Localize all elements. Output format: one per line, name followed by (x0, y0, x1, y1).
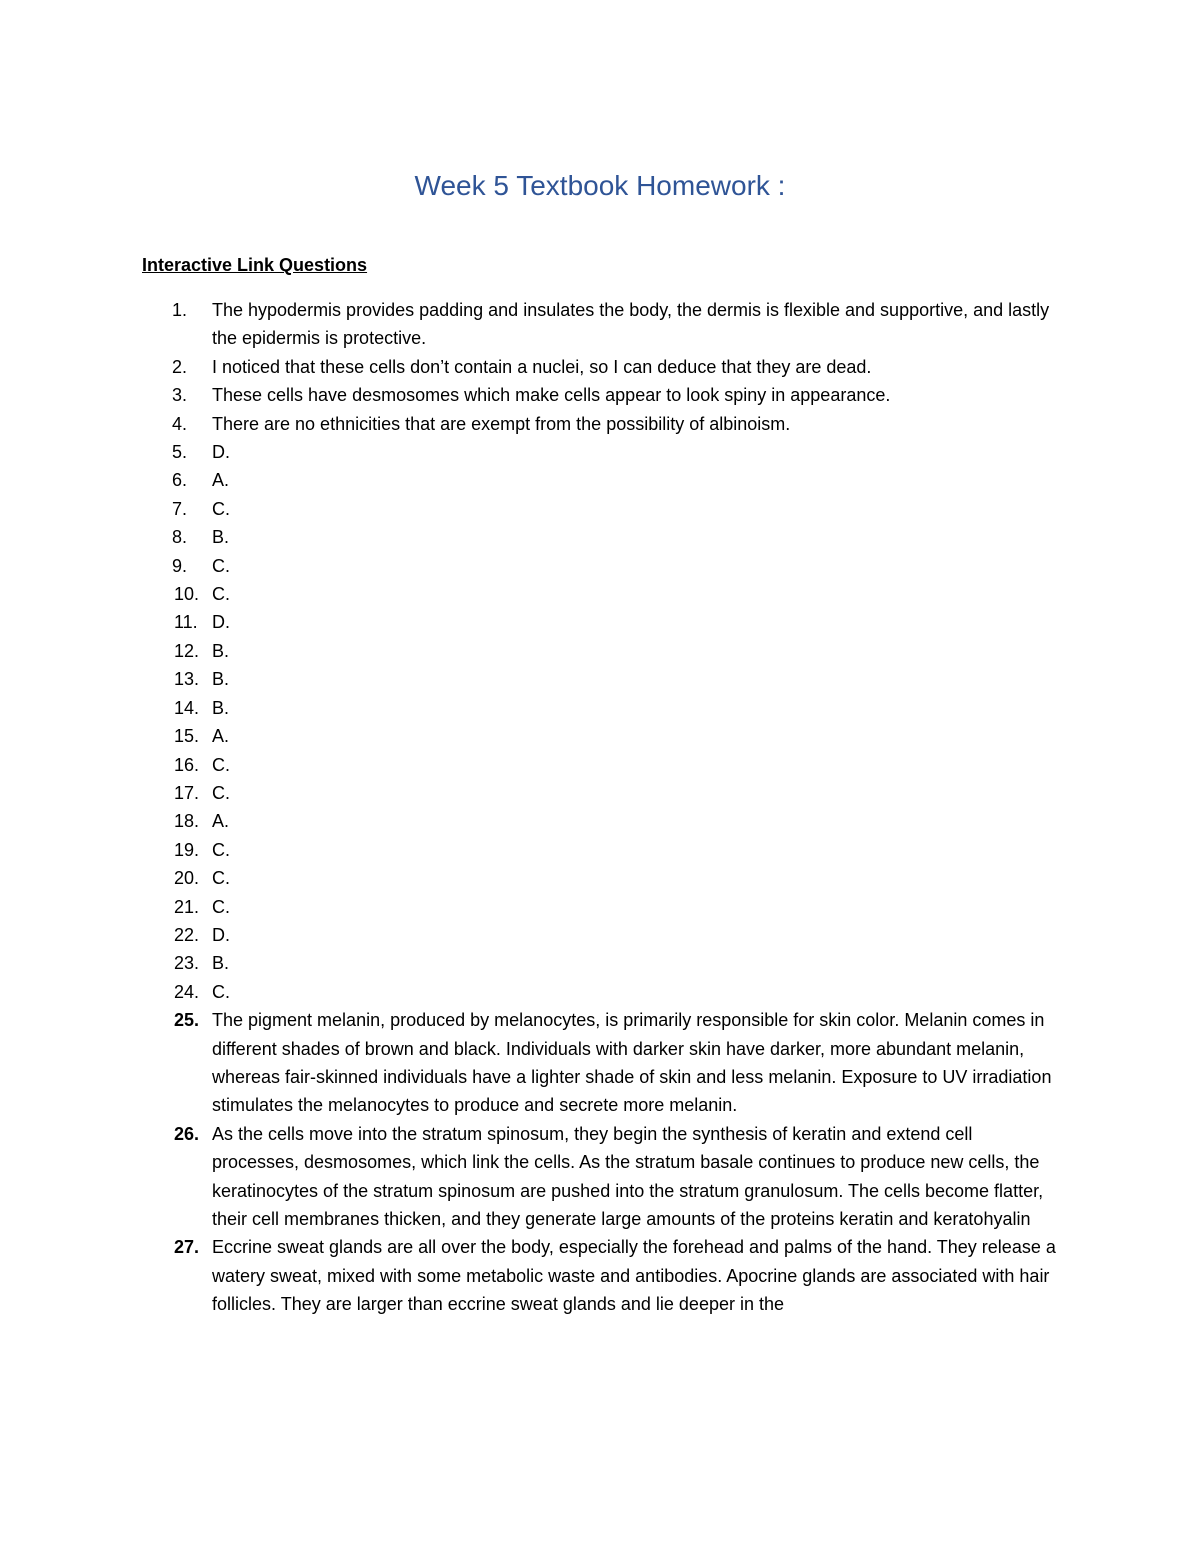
list-item-number: 1. (172, 300, 188, 320)
list-item-text: B. (212, 527, 230, 548)
list-item-text: These cells have desmosomes which make cells appear to look spiny in appearance. (212, 385, 891, 406)
list-item-number: 5. (172, 442, 188, 463)
list-item-text: A. (212, 811, 230, 832)
list-item-number: 20. (174, 868, 200, 889)
list-item-number: 6. (172, 470, 188, 491)
list-item (0, 722, 1062, 750)
list-item-text: The pigment melanin, produced by melanocytes, is primarily responsible for skin color. Melanin comes in different shades of brown and black. Individuals with darker skin have darker, more abundant melanin, whereas fair-skinned individuals have a lighter shade of skin and less melanin. Exposure to UV irradiation stimulates the melanocytes to produce and secrete more melanin. (212, 1010, 1052, 1116)
list-item-number: 2. (172, 356, 188, 377)
list-item-number: 3. (172, 385, 188, 406)
list-item (0, 978, 1062, 1006)
list-item (0, 296, 1062, 353)
list-item-text: A. (212, 726, 230, 747)
list-item-number: 25. (174, 1010, 200, 1031)
list-item (0, 580, 1062, 608)
list-item (0, 864, 1062, 892)
list-item-number: 17. (174, 782, 200, 803)
list-item-text: C. (212, 839, 230, 860)
answer-list (0, 296, 1200, 1319)
list-item-number: 21. (174, 896, 200, 917)
list-item (0, 608, 1062, 636)
list-item (0, 836, 1062, 864)
list-item-number: 23. (174, 953, 200, 974)
list-item-text: C. (212, 584, 230, 605)
document-title: Week 5 Textbook Homework : (414, 170, 786, 201)
list-item-number: 8. (172, 527, 188, 548)
list-item (0, 495, 1062, 523)
list-item (0, 751, 1062, 779)
list-item-number: 4. (172, 413, 188, 434)
list-item-text: B. (212, 640, 230, 661)
list-item (0, 949, 1062, 977)
list-item-number: 19. (174, 839, 200, 860)
list-item (0, 637, 1062, 665)
list-item-number: 16. (174, 754, 200, 775)
list-item-text: C. (212, 782, 230, 803)
list-item-number: 22. (174, 924, 200, 945)
list-item-number: 11. (174, 612, 198, 633)
list-item-text: Eccrine sweat glands are all over the body, especially the forehead and palms of the hand. They release a watery sweat, mixed with some metabolic waste and antibodies. Apocrine glands are associated with hair follicles. They are larger than eccrine sweat glands and lie deeper in the (212, 1237, 1056, 1315)
list-item-number: 9. (172, 555, 188, 576)
list-item (0, 694, 1062, 722)
list-item-text: C. (212, 896, 230, 917)
list-item-text: As the cells move into the stratum spinosum, they begin the synthesis of keratin and extend cell processes, desmosomes, which link the cells. As the stratum basale continues to produce new cells, the keratinocytes of the stratum spinosum are pushed into the stratum granulosum. The cells become flatter, their cell membranes thicken, and they generate large amounts of the proteins keratin and keratohyalin (212, 1123, 1044, 1229)
list-item (0, 410, 1062, 438)
list-item-text: D. (212, 924, 230, 945)
list-item-text: B. (212, 669, 230, 690)
list-item-text: D. (212, 612, 230, 633)
list-item-text: B. (212, 697, 230, 718)
list-item-text: A. (212, 470, 230, 491)
list-item-number: 7. (172, 498, 188, 519)
list-item-number: 26. (174, 1123, 200, 1144)
list-item (0, 438, 1062, 466)
list-item (0, 353, 1062, 381)
list-item-number: 12. (174, 640, 200, 661)
list-item-text: B. (212, 953, 230, 974)
list-item-text: There are no ethnicities that are exempt from the possibility of albinoism. (212, 413, 791, 434)
list-item-text: C. (212, 754, 230, 775)
list-item-text: I noticed that these cells don’t contain a nuclei, so I can deduce that they are dead. (212, 356, 872, 377)
list-item (0, 665, 1062, 693)
list-item-text: D. (212, 442, 230, 463)
list-item (0, 779, 1062, 807)
list-item (0, 466, 1062, 494)
section-heading: Interactive Link Questions (142, 255, 368, 275)
list-item-number: 27. (174, 1237, 200, 1258)
list-item (0, 1120, 1062, 1234)
list-item (0, 1233, 1062, 1318)
list-item (0, 552, 1062, 580)
list-item (0, 921, 1062, 949)
list-item-number: 14. (174, 697, 200, 718)
list-item-number: 18. (174, 811, 200, 832)
list-item-number: 24. (174, 981, 200, 1002)
list-item (0, 381, 1062, 409)
list-item-text: C. (212, 498, 230, 519)
list-item-number: 10. (174, 584, 200, 605)
list-item-text: The hypodermis provides padding and insulates the body, the dermis is flexible and supportive, and lastly the epidermis is protective. (212, 300, 1050, 349)
list-item (0, 807, 1062, 835)
list-item-text: C. (212, 868, 230, 889)
list-item-number: 13. (174, 669, 200, 690)
list-item (0, 1006, 1062, 1120)
list-item-number: 15. (174, 726, 200, 747)
list-item-text: C. (212, 555, 230, 576)
list-item (0, 893, 1062, 921)
list-item (0, 523, 1062, 551)
list-item-text: C. (212, 981, 230, 1002)
